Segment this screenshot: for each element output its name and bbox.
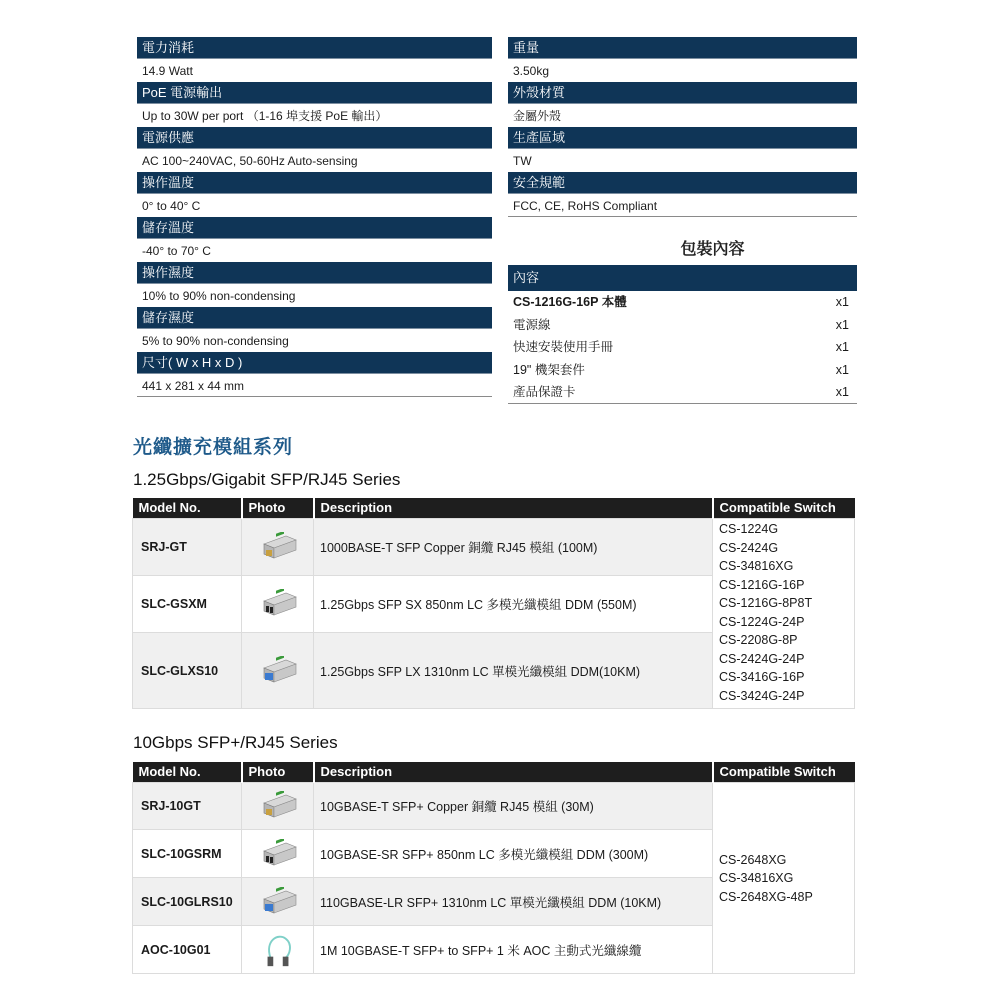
compatible-switch-cell [713, 519, 855, 709]
spec-label-operating-temp: 操作溫度 [137, 172, 492, 194]
photo-cell [242, 576, 314, 633]
compatible-switch: CS-1216G-16P [719, 577, 805, 592]
compatible-switch: CS-3416G-16P [719, 670, 805, 684]
spec-label-storage-humidity: 儲存濕度 [137, 307, 492, 329]
table-header-row [133, 498, 855, 519]
model-cell: AOC-10G01 [133, 926, 242, 974]
package-item-name: 產品保證卡 [513, 385, 576, 399]
table-row [133, 519, 855, 576]
compatible-switch: CS-2648XG [719, 852, 787, 867]
compatible-switch: CS-2424G [719, 540, 779, 555]
10g-module-table [132, 762, 855, 974]
compatible-switch: CS-1216G-8P8T [719, 596, 813, 610]
spec-list-left [137, 37, 492, 397]
column-header-model: Model No. [133, 762, 242, 783]
spec-list-right [508, 37, 857, 217]
table-header-row [133, 762, 855, 783]
package-item-qty: x1 [835, 362, 849, 377]
spec-label-power-consumption: 電力消耗 [137, 37, 492, 59]
description-cell: 110GBASE-LR SFP+ 1310nm LC 單模光纖模組 DDM (10KM) [314, 878, 713, 926]
model-cell: SRJ-10GT [133, 783, 242, 830]
spec-value-storage-humidity: 5% to 90% non-condensing [142, 334, 289, 348]
model-cell: SRJ-GT [133, 519, 242, 576]
spec-value-dimensions: 441 x 281 x 44 mm [137, 374, 492, 397]
package-item [508, 291, 857, 314]
spec-value-operating-temp: 0° to 40° C [142, 199, 201, 213]
spec-label-safety: 安全規範 [508, 172, 857, 194]
spec-label-poe-output: PoE 電源輸出 [137, 82, 492, 104]
spec-value-operating-humidity: 10% to 90% non-condensing [142, 289, 296, 303]
spec-value-weight: 3.50kg [513, 64, 550, 78]
photo-cell [242, 633, 314, 709]
spec-label-origin: 生產區域 [508, 127, 857, 149]
sfp-rj45-module-icon [256, 532, 300, 562]
description-cell: 1.25Gbps SFP LX 1310nm LC 單模光纖模組 DDM(10KM) [314, 633, 713, 709]
compatible-switch: CS-34816XG [719, 871, 794, 886]
package-item-name: 快速安裝使用手冊 [513, 340, 614, 354]
package-contents [508, 237, 857, 404]
compatible-switch: CS-1224G-24P [719, 614, 805, 629]
photo-cell [242, 783, 314, 830]
model-cell: SLC-10GLRS10 [133, 878, 242, 926]
package-item [508, 381, 857, 404]
package-item-qty: x1 [835, 340, 849, 354]
package-item-qty: x1 [835, 317, 849, 332]
package-item-qty: x1 [835, 295, 849, 309]
model-cell: SLC-GSXM [133, 576, 242, 633]
model-cell: SLC-10GSRM [133, 830, 242, 878]
spec-value-power-supply: AC 100~240VAC, 50-60Hz Auto-sensing [142, 154, 358, 168]
photo-cell [242, 830, 314, 878]
package-item-qty: x1 [835, 385, 849, 399]
spec-value-safety: FCC, CE, RoHS Compliant [508, 194, 857, 217]
model-cell: SLC-GLXS10 [133, 633, 242, 709]
photo-cell [242, 878, 314, 926]
description-cell: 10GBASE-SR SFP+ 850nm LC 多模光纖模組 DDM (300M) [314, 830, 713, 878]
series-title-gigabit: 1.25Gbps/Gigabit SFP/RJ45 Series [133, 470, 401, 489]
spec-value-housing: 金屬外殼 [513, 109, 562, 123]
modules-section-title: 光纖擴充模組系列 [133, 437, 294, 458]
description-cell: 10GBASE-T SFP+ Copper 銅纜 RJ45 模組 (30M) [314, 783, 713, 830]
column-header-photo: Photo [242, 762, 314, 783]
aoc-cable-icon [256, 931, 300, 969]
column-header-photo: Photo [242, 498, 314, 519]
sfp-plus-lc-singlemode-module-icon [256, 887, 300, 917]
photo-cell [242, 519, 314, 576]
sfp-plus-rj45-module-icon [256, 791, 300, 821]
spec-label-dimensions: 尺寸( W x H x D ) [137, 352, 492, 374]
compatible-switch: CS-1224G [719, 522, 779, 536]
spec-value-poe-output: Up to 30W per port （1-16 埠支援 PoE 輸出） [142, 109, 388, 123]
photo-cell [242, 926, 314, 974]
spec-label-storage-temp: 儲存溫度 [137, 217, 492, 239]
column-header-compatible: Compatible Switch [713, 498, 855, 519]
spec-label-weight: 重量 [508, 37, 857, 59]
compatible-switch: CS-2648XG-48P [719, 889, 813, 904]
package-item [508, 359, 857, 382]
package-title: 包裝內容 [680, 241, 745, 258]
series-title-10g: 10Gbps SFP+/RJ45 Series [133, 733, 338, 752]
spec-value-origin: TW [513, 154, 532, 168]
column-header-compatible: Compatible Switch [713, 762, 855, 783]
compatible-switch-cell [713, 783, 855, 974]
spec-label-power-supply: 電源供應 [137, 127, 492, 149]
package-item [508, 314, 857, 337]
gigabit-module-table [132, 498, 855, 709]
sfp-lc-singlemode-module-icon [256, 656, 300, 686]
package-item-name: CS-1216G-16P 本體 [513, 295, 627, 309]
column-header-model: Model No. [133, 498, 242, 519]
description-cell: 1000BASE-T SFP Copper 銅纜 RJ45 模組 (100M) [314, 519, 713, 576]
description-cell: 1.25Gbps SFP SX 850nm LC 多模光纖模組 DDM (550M) [314, 576, 713, 633]
compatible-switch: CS-2208G-8P [719, 633, 798, 647]
column-header-description: Description [314, 498, 713, 519]
package-item [508, 336, 857, 359]
package-item-name: 電源線 [513, 317, 551, 332]
package-item-name: 19" 機架套件 [513, 362, 585, 377]
spec-value-storage-temp: -40° to 70° C [142, 244, 211, 258]
table-row [133, 783, 855, 830]
compatible-switch: CS-2424G-24P [719, 651, 805, 666]
spec-value-power-consumption: 14.9 Watt [142, 64, 193, 78]
compatible-switch: CS-3424G-24P [719, 688, 805, 703]
compatible-switch: CS-34816XG [719, 559, 794, 573]
package-header: 內容 [508, 265, 857, 291]
spec-label-housing: 外殼材質 [508, 82, 857, 104]
description-cell: 1M 10GBASE-T SFP+ to SFP+ 1 米 AOC 主動式光纖線纜 [314, 926, 713, 974]
column-header-description: Description [314, 762, 713, 783]
spec-label-operating-humidity: 操作濕度 [137, 262, 492, 284]
sfp-lc-multimode-module-icon [256, 589, 300, 619]
sfp-plus-lc-multimode-module-icon [256, 839, 300, 869]
